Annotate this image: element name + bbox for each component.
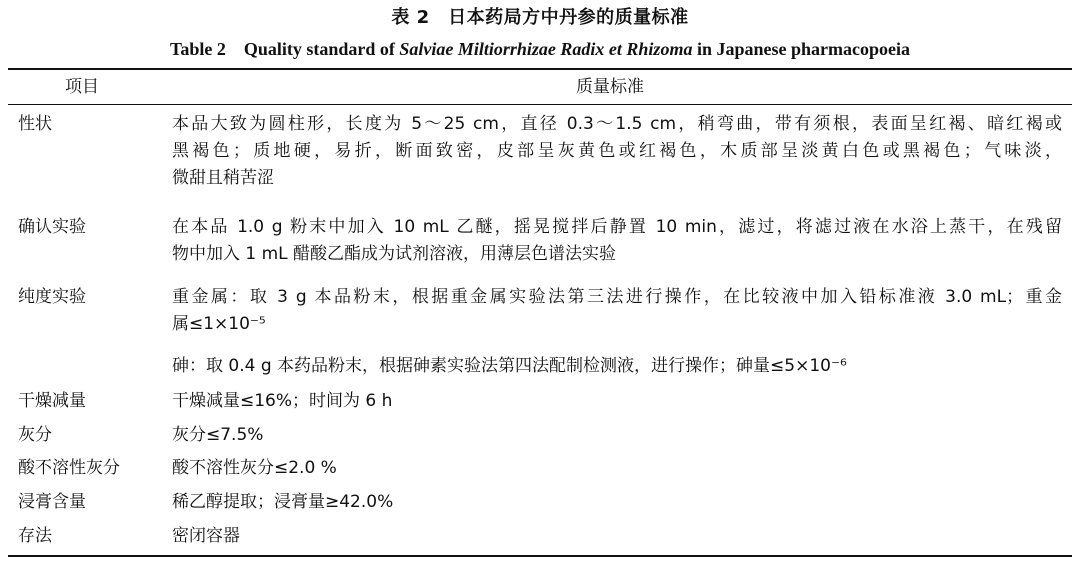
table-title-english-prefix: Table 2 Quality standard of bbox=[170, 39, 400, 59]
row-standard-line: 砷：取 0.4 g 本药品粉末，根据砷素实验法第四法配制检测液，进行操作；砷量≤5×10⁻⁶ bbox=[172, 356, 847, 376]
row-item: 确认实验 bbox=[18, 217, 86, 237]
row-standard-line: 黑褐色；质地硬，易折，断面致密，皮部呈灰黄色或红褐色，木质部呈淡黄白色或黑褐色；气味淡， bbox=[172, 141, 1062, 161]
header-item: 项目 bbox=[65, 77, 99, 97]
row-standard-line: 物中加入 1 mL 醋酸乙酯成为试剂溶液，用薄层色谱法实验 bbox=[172, 244, 617, 264]
row-standard bbox=[172, 489, 1062, 516]
row-standard bbox=[172, 111, 1062, 192]
table-title-chinese: 表 2 日本药局方中丹参的质量标准 bbox=[391, 7, 689, 28]
row-standard bbox=[172, 284, 1062, 338]
table-title-english bbox=[0, 37, 1080, 61]
row-standard bbox=[172, 455, 1062, 482]
row-standard-line: 属≤1×10⁻⁵ bbox=[172, 314, 266, 334]
row-standard bbox=[172, 388, 1062, 415]
row-standard-line: 酸不溶性灰分≤2.0 % bbox=[172, 458, 337, 478]
row-standard-line: 灰分≤7.5% bbox=[172, 425, 264, 445]
row-item: 酸不溶性灰分 bbox=[18, 458, 120, 478]
row-item: 存法 bbox=[18, 526, 52, 546]
row-standard bbox=[172, 214, 1062, 268]
row-item: 纯度实验 bbox=[18, 287, 86, 307]
row-standard-line: 干燥减量≤16%；时间为 6 h bbox=[172, 391, 393, 411]
row-item: 浸膏含量 bbox=[18, 492, 86, 512]
row-standard bbox=[172, 353, 1062, 380]
row-standard bbox=[172, 523, 1062, 550]
row-standard-line: 本品大致为圆柱形，长度为 5～25 cm，直径 0.3～1.5 cm，稍弯曲，带有须根，表面呈红褐、暗红褐或 bbox=[172, 114, 1062, 134]
row-standard-line: 密闭容器 bbox=[172, 526, 240, 546]
row-standard-line: 在本品 1.0 g 粉末中加入 10 mL 乙醚，摇晃搅拌后静置 10 min，滤过，将滤过液在水浴上蒸干，在残留 bbox=[172, 217, 1062, 237]
row-item: 性状 bbox=[18, 114, 52, 134]
row-standard-line: 稀乙醇提取；浸膏量≥42.0% bbox=[172, 492, 394, 512]
row-standard bbox=[172, 422, 1062, 449]
table-top-rule bbox=[8, 68, 1072, 70]
row-item: 干燥减量 bbox=[18, 391, 86, 411]
table-bottom-rule bbox=[8, 555, 1072, 557]
row-standard-line: 微甜且稍苦涩 bbox=[172, 168, 274, 188]
table-title-english-species: Salviae Miltiorrhizae Radix et Rhizoma bbox=[399, 39, 693, 59]
row-item: 灰分 bbox=[18, 425, 52, 445]
table-header-row bbox=[8, 71, 1072, 104]
table-header-rule bbox=[8, 104, 1072, 105]
table-title-english-suffix: in Japanese pharmacopoeia bbox=[692, 39, 910, 59]
header-standard: 质量标准 bbox=[576, 77, 644, 97]
row-standard-line: 重金属：取 3 g 本品粉末，根据重金属实验法第三法进行操作，在比较液中加入铅标准液 3.0 mL；重金 bbox=[172, 287, 1062, 307]
